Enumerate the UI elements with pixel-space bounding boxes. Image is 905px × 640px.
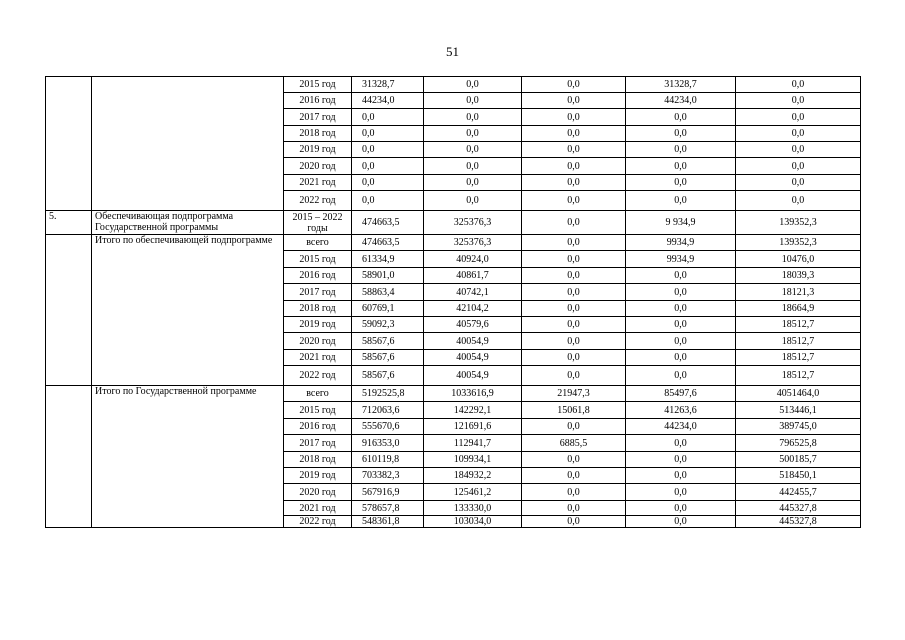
value-cell-col-2: 0,0 — [424, 93, 522, 109]
value-cell-col-4: 9 934,9 — [626, 211, 736, 235]
value-cell-col-3: 0,0 — [522, 77, 626, 93]
value-cell-col-5: 4051464,0 — [736, 386, 861, 402]
value-cell-col-3: 0,0 — [522, 484, 626, 501]
value-cell-col-2: 40579,6 — [424, 317, 522, 333]
section-name-cell: Итого по обеспечивающей подпрограмме — [92, 235, 284, 386]
period-cell: 2017 год — [284, 435, 352, 452]
period-cell: 2022 год — [284, 366, 352, 386]
value-cell-col-3: 0,0 — [522, 191, 626, 211]
value-cell-col-1: 474663,5 — [352, 235, 424, 251]
period-cell: 2021 год — [284, 501, 352, 516]
value-cell-col-2: 0,0 — [424, 158, 522, 175]
value-cell-col-5: 139352,3 — [736, 211, 861, 235]
value-cell-col-3: 15061,8 — [522, 402, 626, 419]
value-cell-col-4: 0,0 — [626, 175, 736, 191]
period-cell: 2015 – 2022 годы — [284, 211, 352, 235]
value-cell-col-5: 18121,3 — [736, 284, 861, 301]
value-cell-col-1: 0,0 — [352, 142, 424, 158]
value-cell-col-2: 40054,9 — [424, 333, 522, 350]
value-cell-col-1: 0,0 — [352, 191, 424, 211]
value-cell-col-5: 442455,7 — [736, 484, 861, 501]
value-cell-col-2: 133330,0 — [424, 501, 522, 516]
value-cell-col-1: 44234,0 — [352, 93, 424, 109]
value-cell-col-4: 0,0 — [626, 268, 736, 284]
value-cell-col-5: 500185,7 — [736, 452, 861, 468]
value-cell-col-1: 61334,9 — [352, 251, 424, 268]
period-cell: всего — [284, 235, 352, 251]
value-cell-col-3: 0,0 — [522, 301, 626, 317]
value-cell-col-5: 0,0 — [736, 175, 861, 191]
value-cell-col-5: 0,0 — [736, 93, 861, 109]
value-cell-col-1: 474663,5 — [352, 211, 424, 235]
value-cell-col-3: 0,0 — [522, 175, 626, 191]
value-cell-col-2: 184932,2 — [424, 468, 522, 484]
value-cell-col-5: 389745,0 — [736, 419, 861, 435]
value-cell-col-3: 0,0 — [522, 333, 626, 350]
value-cell-col-1: 610119,8 — [352, 452, 424, 468]
value-cell-col-2: 121691,6 — [424, 419, 522, 435]
value-cell-col-1: 60769,1 — [352, 301, 424, 317]
value-cell-col-1: 916353,0 — [352, 435, 424, 452]
value-cell-col-2: 0,0 — [424, 77, 522, 93]
table-row — [46, 235, 861, 251]
value-cell-col-5: 518450,1 — [736, 468, 861, 484]
value-cell-col-3: 0,0 — [522, 419, 626, 435]
period-cell: 2015 год — [284, 77, 352, 93]
value-cell-col-4: 0,0 — [626, 109, 736, 126]
value-cell-col-3: 0,0 — [522, 452, 626, 468]
period-cell: 2018 год — [284, 301, 352, 317]
value-cell-col-3: 0,0 — [522, 93, 626, 109]
value-cell-col-5: 10476,0 — [736, 251, 861, 268]
value-cell-col-3: 0,0 — [522, 468, 626, 484]
value-cell-col-4: 0,0 — [626, 366, 736, 386]
value-cell-col-4: 0,0 — [626, 191, 736, 211]
value-cell-col-4: 0,0 — [626, 284, 736, 301]
value-cell-col-4: 0,0 — [626, 126, 736, 142]
value-cell-col-5: 445327,8 — [736, 501, 861, 516]
section-number-cell — [46, 77, 92, 211]
value-cell-col-2: 0,0 — [424, 109, 522, 126]
value-cell-col-1: 59092,3 — [352, 317, 424, 333]
section-number-cell — [46, 386, 92, 528]
section-name-cell: Обеспечивающая подпрограмма Государственной программы — [92, 211, 284, 235]
value-cell-col-5: 0,0 — [736, 126, 861, 142]
budget-table — [45, 76, 861, 528]
value-cell-col-5: 18512,7 — [736, 333, 861, 350]
value-cell-col-2: 1033616,9 — [424, 386, 522, 402]
value-cell-col-3: 0,0 — [522, 501, 626, 516]
period-cell: 2020 год — [284, 484, 352, 501]
period-cell: 2018 год — [284, 126, 352, 142]
value-cell-col-4: 85497,6 — [626, 386, 736, 402]
value-cell-col-2: 0,0 — [424, 126, 522, 142]
section-name-cell — [92, 77, 284, 211]
value-cell-col-2: 40054,9 — [424, 366, 522, 386]
value-cell-col-3: 0,0 — [522, 516, 626, 528]
value-cell-col-1: 555670,6 — [352, 419, 424, 435]
value-cell-col-1: 31328,7 — [352, 77, 424, 93]
value-cell-col-2: 40742,1 — [424, 284, 522, 301]
value-cell-col-4: 0,0 — [626, 158, 736, 175]
value-cell-col-4: 41263,6 — [626, 402, 736, 419]
value-cell-col-1: 548361,8 — [352, 516, 424, 528]
value-cell-col-1: 58567,6 — [352, 366, 424, 386]
value-cell-col-2: 0,0 — [424, 142, 522, 158]
value-cell-col-2: 0,0 — [424, 175, 522, 191]
value-cell-col-5: 513446,1 — [736, 402, 861, 419]
value-cell-col-4: 0,0 — [626, 142, 736, 158]
section-name-cell: Итого по Государственной программе — [92, 386, 284, 528]
value-cell-col-4: 31328,7 — [626, 77, 736, 93]
table-row — [46, 211, 861, 235]
period-cell: 2017 год — [284, 109, 352, 126]
value-cell-col-4: 44234,0 — [626, 419, 736, 435]
value-cell-col-4: 0,0 — [626, 452, 736, 468]
value-cell-col-2: 42104,2 — [424, 301, 522, 317]
period-cell: 2020 год — [284, 158, 352, 175]
period-cell: 2021 год — [284, 175, 352, 191]
value-cell-col-5: 445327,8 — [736, 516, 861, 528]
value-cell-col-5: 0,0 — [736, 77, 861, 93]
value-cell-col-5: 18664,9 — [736, 301, 861, 317]
value-cell-col-1: 58901,0 — [352, 268, 424, 284]
period-cell: 2019 год — [284, 142, 352, 158]
value-cell-col-1: 58863,4 — [352, 284, 424, 301]
value-cell-col-3: 0,0 — [522, 211, 626, 235]
value-cell-col-3: 0,0 — [522, 366, 626, 386]
period-cell: 2022 год — [284, 516, 352, 528]
value-cell-col-2: 103034,0 — [424, 516, 522, 528]
value-cell-col-3: 0,0 — [522, 251, 626, 268]
value-cell-col-2: 125461,2 — [424, 484, 522, 501]
value-cell-col-2: 109934,1 — [424, 452, 522, 468]
value-cell-col-1: 58567,6 — [352, 333, 424, 350]
table-row — [46, 386, 861, 402]
value-cell-col-5: 18512,7 — [736, 317, 861, 333]
value-cell-col-2: 0,0 — [424, 191, 522, 211]
value-cell-col-5: 0,0 — [736, 109, 861, 126]
value-cell-col-4: 0,0 — [626, 501, 736, 516]
period-cell: 2018 год — [284, 452, 352, 468]
value-cell-col-2: 325376,3 — [424, 235, 522, 251]
value-cell-col-4: 9934,9 — [626, 251, 736, 268]
value-cell-col-4: 0,0 — [626, 350, 736, 366]
value-cell-col-1: 703382,3 — [352, 468, 424, 484]
value-cell-col-1: 0,0 — [352, 158, 424, 175]
page-number: 51 — [446, 44, 459, 59]
value-cell-col-1: 0,0 — [352, 126, 424, 142]
value-cell-col-4: 0,0 — [626, 301, 736, 317]
value-cell-col-5: 0,0 — [736, 158, 861, 175]
value-cell-col-5: 0,0 — [736, 142, 861, 158]
table-body — [46, 77, 861, 528]
period-cell: 2019 год — [284, 317, 352, 333]
value-cell-col-1: 578657,8 — [352, 501, 424, 516]
table-row — [46, 77, 861, 93]
value-cell-col-4: 0,0 — [626, 317, 736, 333]
value-cell-col-5: 139352,3 — [736, 235, 861, 251]
value-cell-col-4: 9934,9 — [626, 235, 736, 251]
value-cell-col-4: 0,0 — [626, 484, 736, 501]
period-cell: всего — [284, 386, 352, 402]
period-cell: 2017 год — [284, 284, 352, 301]
value-cell-col-1: 5192525,8 — [352, 386, 424, 402]
period-cell: 2019 год — [284, 468, 352, 484]
value-cell-col-5: 796525,8 — [736, 435, 861, 452]
value-cell-col-5: 0,0 — [736, 191, 861, 211]
value-cell-col-3: 0,0 — [522, 109, 626, 126]
period-cell: 2021 год — [284, 350, 352, 366]
period-cell: 2022 год — [284, 191, 352, 211]
value-cell-col-4: 44234,0 — [626, 93, 736, 109]
period-cell: 2016 год — [284, 268, 352, 284]
value-cell-col-2: 40861,7 — [424, 268, 522, 284]
value-cell-col-4: 0,0 — [626, 435, 736, 452]
period-cell: 2016 год — [284, 419, 352, 435]
value-cell-col-1: 0,0 — [352, 109, 424, 126]
value-cell-col-3: 0,0 — [522, 350, 626, 366]
value-cell-col-3: 6885,5 — [522, 435, 626, 452]
value-cell-col-2: 142292,1 — [424, 402, 522, 419]
value-cell-col-4: 0,0 — [626, 516, 736, 528]
period-cell: 2016 год — [284, 93, 352, 109]
section-number-cell: 5. — [46, 211, 92, 235]
value-cell-col-3: 0,0 — [522, 158, 626, 175]
value-cell-col-3: 0,0 — [522, 284, 626, 301]
value-cell-col-4: 0,0 — [626, 468, 736, 484]
value-cell-col-1: 0,0 — [352, 175, 424, 191]
value-cell-col-3: 0,0 — [522, 268, 626, 284]
section-number-cell — [46, 235, 92, 386]
value-cell-col-1: 58567,6 — [352, 350, 424, 366]
value-cell-col-2: 325376,3 — [424, 211, 522, 235]
value-cell-col-1: 712063,6 — [352, 402, 424, 419]
period-cell: 2015 год — [284, 251, 352, 268]
period-cell: 2015 год — [284, 402, 352, 419]
value-cell-col-5: 18512,7 — [736, 350, 861, 366]
period-cell: 2020 год — [284, 333, 352, 350]
value-cell-col-2: 40054,9 — [424, 350, 522, 366]
value-cell-col-3: 0,0 — [522, 126, 626, 142]
value-cell-col-5: 18512,7 — [736, 366, 861, 386]
value-cell-col-1: 567916,9 — [352, 484, 424, 501]
value-cell-col-4: 0,0 — [626, 333, 736, 350]
value-cell-col-3: 21947,3 — [522, 386, 626, 402]
value-cell-col-5: 18039,3 — [736, 268, 861, 284]
value-cell-col-3: 0,0 — [522, 142, 626, 158]
value-cell-col-3: 0,0 — [522, 317, 626, 333]
value-cell-col-2: 40924,0 — [424, 251, 522, 268]
value-cell-col-3: 0,0 — [522, 235, 626, 251]
value-cell-col-2: 112941,7 — [424, 435, 522, 452]
